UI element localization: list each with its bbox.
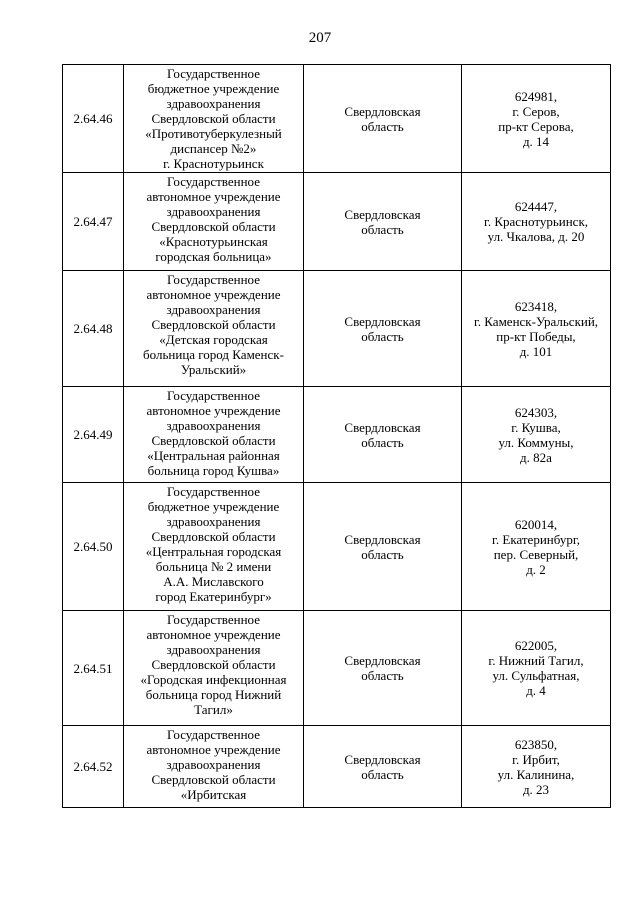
address-line: г. Серов, bbox=[512, 103, 560, 119]
organization-name-line: Государственное bbox=[167, 388, 260, 403]
organization-name-line: город Екатеринбург» bbox=[155, 589, 272, 604]
address-line: ул. Чкалова, д. 20 bbox=[487, 229, 585, 244]
address-line: 624303, bbox=[514, 404, 558, 420]
region-cell bbox=[304, 611, 462, 726]
organization-name-line: «Центральная районная bbox=[147, 448, 280, 463]
organization-name-line: здравоохранения bbox=[166, 302, 261, 317]
address-line: 624447, bbox=[514, 199, 558, 214]
table-row bbox=[63, 483, 611, 611]
organization-name-line: А.А. Миславского bbox=[163, 574, 264, 589]
organization-name-line: автономное учреждение bbox=[146, 742, 281, 757]
organization-name-line: здравоохранения bbox=[166, 514, 261, 529]
organization-name-line: автономное учреждение bbox=[146, 403, 281, 418]
row-number-cell: 2.64.47 bbox=[63, 173, 124, 271]
page-number: 207 bbox=[308, 30, 332, 46]
region-line: Свердловская bbox=[344, 103, 421, 119]
organization-name-line: Свердловской области bbox=[151, 772, 276, 787]
address-cell bbox=[462, 65, 611, 173]
organization-name-line: Государственное bbox=[167, 612, 260, 627]
address-line: г. Нижний Тагил, bbox=[488, 653, 584, 668]
address-line: г. Екатеринбург, bbox=[492, 531, 580, 547]
region-line: Свердловская bbox=[344, 419, 421, 435]
address-cell bbox=[462, 483, 611, 611]
region-cell bbox=[304, 271, 462, 387]
organization-name-line: больница город Нижний bbox=[145, 687, 282, 702]
row-number-cell: 2.64.51 bbox=[63, 611, 124, 726]
organization-name-line: здравоохранения bbox=[166, 418, 261, 433]
organization-cell bbox=[124, 271, 304, 387]
organization-cell bbox=[124, 173, 304, 271]
organization-name-line: Свердловской области bbox=[151, 657, 276, 672]
row-number-cell: 2.64.50 bbox=[63, 483, 124, 611]
region-cell bbox=[304, 65, 462, 173]
organization-name-line: Свердловской области bbox=[151, 111, 276, 126]
address-line: 623418, bbox=[514, 298, 558, 314]
region-line: область bbox=[361, 221, 404, 237]
region-line: Свердловская bbox=[344, 313, 421, 329]
organization-name-line: Тагил» bbox=[194, 702, 233, 717]
row-number-cell: 2.64.46 bbox=[63, 65, 124, 173]
region-line: Свердловская bbox=[344, 653, 421, 668]
address-line: г. Каменск-Уральский, bbox=[473, 313, 599, 329]
address-line: д. 82а bbox=[520, 449, 552, 465]
region-line: область bbox=[361, 766, 404, 782]
address-line: д. 4 bbox=[526, 683, 546, 698]
organization-name-line: Свердловской области bbox=[151, 219, 276, 234]
region-line: Свердловская bbox=[344, 206, 421, 222]
organization-name-line: здравоохранения bbox=[166, 204, 261, 219]
region-line: область bbox=[361, 434, 404, 450]
organization-name-line: здравоохранения bbox=[166, 642, 261, 657]
organization-name-line: больница город Каменск- bbox=[143, 347, 284, 362]
organization-cell bbox=[124, 726, 304, 808]
organization-name-line: г. Краснотурьинск bbox=[163, 156, 264, 171]
address-line: ул. Калинина, bbox=[497, 766, 575, 782]
address-line: 624981, bbox=[514, 88, 558, 104]
region-line: область bbox=[361, 328, 404, 344]
organization-name-line: «Детская городская bbox=[159, 332, 268, 347]
table-row bbox=[63, 387, 611, 483]
organization-name-line: Свердловской области bbox=[151, 433, 276, 448]
organization-cell bbox=[124, 611, 304, 726]
region-line: область bbox=[361, 118, 404, 134]
address-cell bbox=[462, 611, 611, 726]
organization-name-line: больница № 2 имени bbox=[155, 559, 272, 574]
address-line: 622005, bbox=[514, 638, 558, 653]
address-cell bbox=[462, 726, 611, 808]
address-cell bbox=[462, 387, 611, 483]
organization-name-line: «Городская инфекционная bbox=[140, 672, 287, 687]
organization-name-line: диспансер №2» bbox=[170, 141, 257, 156]
organization-name-line: бюджетное учреждение bbox=[147, 81, 280, 96]
organization-cell bbox=[124, 483, 304, 611]
organization-name-line: автономное учреждение bbox=[146, 627, 281, 642]
row-number-cell: 2.64.52 bbox=[63, 726, 124, 808]
region-line: Свердловская bbox=[344, 751, 421, 767]
address-line: г. Ирбит, bbox=[512, 751, 560, 767]
address-line: г. Краснотурьинск, bbox=[483, 214, 589, 229]
organization-name-line: бюджетное учреждение bbox=[147, 499, 280, 514]
table-row bbox=[63, 726, 611, 808]
organization-name-line: Свердловской области bbox=[151, 317, 276, 332]
table-row bbox=[63, 271, 611, 387]
organization-name-line: «Центральная городская bbox=[145, 544, 282, 559]
organization-name-line: «Краснотурьинская bbox=[159, 234, 268, 249]
address-line: пр-кт Победы, bbox=[496, 328, 576, 344]
table-row bbox=[63, 173, 611, 271]
address-line: ул. Коммуны, bbox=[498, 434, 574, 450]
organization-cell bbox=[124, 387, 304, 483]
organization-name-line: автономное учреждение bbox=[146, 287, 281, 302]
address-line: пр-кт Серова, bbox=[498, 118, 574, 134]
address-line: 620014, bbox=[514, 516, 558, 532]
row-number-cell: 2.64.49 bbox=[63, 387, 124, 483]
organization-name-line: Государственное bbox=[167, 484, 260, 499]
region-cell bbox=[304, 387, 462, 483]
address-cell bbox=[462, 173, 611, 271]
organization-name-line: Свердловской области bbox=[151, 529, 276, 544]
address-line: ул. Сульфатная, bbox=[492, 668, 580, 683]
organization-name-line: больница город Кушва» bbox=[147, 463, 280, 478]
registry-table-body bbox=[63, 65, 611, 808]
organization-name-line: «Противотуберкулезный bbox=[145, 126, 282, 141]
table-row bbox=[63, 65, 611, 173]
organization-name-line: Государственное bbox=[167, 272, 260, 287]
address-line: пер. Северный, bbox=[493, 546, 579, 562]
region-line: область bbox=[361, 668, 404, 683]
region-cell bbox=[304, 726, 462, 808]
address-line: 623850, bbox=[514, 736, 558, 752]
organization-name-line: Государственное bbox=[167, 66, 260, 81]
address-line: д. 14 bbox=[522, 133, 550, 149]
region-cell bbox=[304, 173, 462, 271]
registry-table bbox=[62, 64, 611, 808]
organization-name-line: Государственное bbox=[167, 174, 260, 189]
organization-name-line: «Ирбитская bbox=[180, 787, 247, 802]
address-line: д. 2 bbox=[526, 561, 546, 577]
address-line: д. 23 bbox=[522, 781, 550, 797]
address-line: г. Кушва, bbox=[511, 419, 561, 435]
address-line: д. 101 bbox=[519, 343, 553, 359]
organization-name-line: автономное учреждение bbox=[146, 189, 281, 204]
organization-cell bbox=[124, 65, 304, 173]
organization-name-line: здравоохранения bbox=[166, 757, 261, 772]
table-row bbox=[63, 611, 611, 726]
row-number-cell: 2.64.48 bbox=[63, 271, 124, 387]
region-cell bbox=[304, 483, 462, 611]
organization-name-line: здравоохранения bbox=[166, 96, 261, 111]
organization-name-line: Уральский» bbox=[180, 362, 247, 377]
region-line: область bbox=[361, 546, 404, 562]
organization-name-line: Государственное bbox=[167, 727, 260, 742]
region-line: Свердловская bbox=[344, 531, 421, 547]
address-cell bbox=[462, 271, 611, 387]
organization-name-line: городская больница» bbox=[155, 249, 272, 264]
